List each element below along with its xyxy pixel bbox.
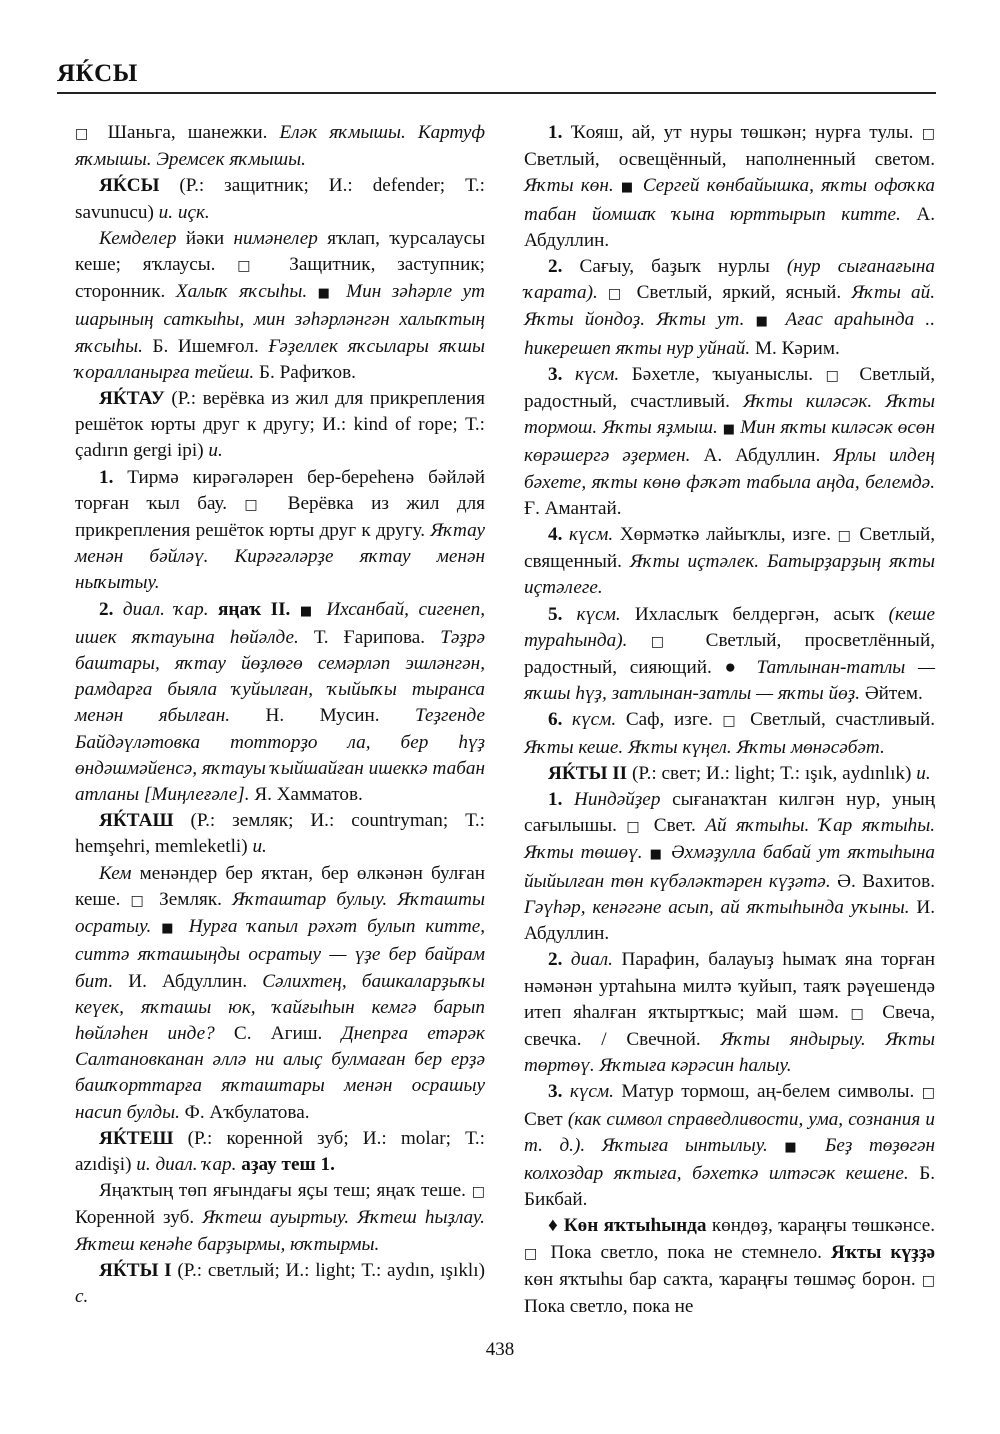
running-head: ЯЌСЫ (57, 60, 138, 87)
translation-marker-icon: □ (837, 528, 853, 545)
entry-yakty-2: ЯЌТЫ II (Р.: свет; И.: light; Т.: ışık, aydınlık) и. (548, 762, 931, 784)
yakty-2-sense-1: 1. Ниндәйҙер сығанаҡтан килгән нур, уның сағылышы. □ Свет. Ай яҡтыһы. Ҡар яҡтыһы. Яҡты төшөү. ■ Әхмәҙулла бабай ут яҡтыһына йыйылған төн күбәләктәрен күҙәтә. Ә. Вахитов. Гәүһәр, кенәгәне асып, ай яҡтыһында уҡыны. И. Абдуллин. (524, 789, 936, 945)
translation-marker-icon: □ (607, 286, 627, 303)
translation-marker-icon: □ (626, 819, 645, 836)
example-marker-icon: ■ (649, 847, 665, 863)
entry-yaktau-sense-2: 2. диал. ҡар. яңаҡ II. ■ Ихсанбай, сигенеп, ишек яҡтауына һөйәлде. Т. Ғарипова. Тәҙрә баштары, яҡтау йөҙлөгө семәрләп эшләнгән, рамдарға быяла ҡуйылған, ҡыйыҡы тыранса менән ябылған. Н. Мусин. Теҙгенде Байдәүләтовка тотторҙо ла, бер һүҙ өндәшмәйенсә, яҡтауы ҡыйшайған ишеккә табан атланы [Миңлеғәле]. Я. Хамматов. (75, 598, 485, 806)
headword: ЯЌТАШ (99, 810, 174, 832)
headword: ЯЌТЫ II (548, 762, 628, 784)
continuation-paragraph: □ Шаньга, шанежки. Еләк яҡмышы. Картуф яҡмышы. Эремсек яҡмышы. (75, 122, 486, 171)
idiom-marker-icon: ♦ (548, 1215, 559, 1237)
translation-marker-icon: □ (921, 1272, 935, 1289)
translation-marker-icon: □ (650, 633, 683, 650)
yakty-2-sense-3: 3. күсм. Матур тормош, аң-белем символы. □ Свет (как символ справедливости, ума, сознания и т. д.). Яҡтыға ынтылыу. ■ Беҙ төҙөгән колхоздар яҡтыға, бәхеткә илтәсәк кешене. Б. Бикбай. (524, 1081, 936, 1211)
headword: ЯЌТЫ I (99, 1259, 172, 1281)
translation-marker-icon: □ (825, 367, 847, 384)
translation-marker-icon: □ (921, 1085, 936, 1102)
yakty-1-sense-5: 5. күсм. Ихласлыҡ белдергән, асыҡ (кеше тураһында). □ Светлый, просветлённый, радостный, сияющий. ● Татлынан-татлы — яҡшы һүҙ, затлынан-затлы — яҡты йөҙ. Әйтем. (524, 603, 936, 705)
entry-yakty-1: ЯЌТЫ I (Р.: светлый; И.: light; Т.: aydın, ışıklı) с. (75, 1259, 485, 1307)
yakty-2-sense-2: 2. диал. Парафин, балауыҙ һымаҡ яна торған нәмәнән уртаһына милтә ҡуйып, таяҡ рәүешендә итеп яһалған яҡтыртҡыс; май шәм. □ Свеча, свечка. / Свечной. Яҡты яндырыу. Яҡты төртөү. Яҡтыға кәрәсин һалыу. (524, 949, 936, 1077)
page-number: 438 (485, 1339, 515, 1360)
translation-marker-icon: □ (722, 713, 741, 730)
entry-yaktash: ЯЌТАШ (Р.: земляк; И.: countryman; Т.: hemşehri, memleketli) и. (75, 810, 486, 858)
entry-yaktesh-sense: Яңаҡтың төп яғындағы яҫы теш; яңаҡ теше. □ Коренной зуб. Яҡтеш ауыртыу. Яҡтеш һыҙлау. Яҡтеш кенәһе барҙырмы, юҡтырмы. (75, 1180, 486, 1255)
yakty-1-sense-3: 3. күсм. Бәхетле, ҡыуаныслы. □ Светлый, радостный, счастливый. Яҡты киләсәк. Яҡты тормош. Яҡты яҙмыш. ■ Мин яҡты киләсәк өсөн көрәшергә әҙермен. А. Абдуллин. Ярлы илдең бәхете, яҡты көнө фәҡәт табыла аңда, белемдә. Ғ. Амантай. (524, 363, 936, 519)
headword: ЯЌТАУ (99, 388, 165, 410)
translation-marker-icon: □ (244, 496, 271, 513)
example-marker-icon: ■ (620, 180, 636, 196)
entry-yaksy-sense: Кемделер йәки нимәнелер яҡлап, ҡурсалаусы кеше; яҡлаусы. □ Защитник, заступник; сторонник. Халыҡ яҡсыһы. ■ Мин зәһәрле ут шарының саткыһы, мин зәһәрләнгән халыҡтың яҡсыһы. Б. Ишемғол. Ғәҙеллек яҡсылары яҡшы ҡоралланырға тейеш. Б. Рафиҡов. (75, 227, 486, 383)
proverb-marker-icon: ● (724, 657, 744, 679)
translation-marker-icon: □ (850, 1005, 871, 1022)
example-marker-icon: ■ (317, 286, 336, 302)
entry-yaktesh: ЯЌТЕШ (Р.: коренной зуб; И.: molar; Т.: azıdişi) и. диал. ҡар. аҙау теш 1. (75, 1127, 485, 1175)
entry-yaktash-sense: Кем менәндер бер яҡтан, бер өлкәнән булған кеше. □ Земляк. Яҡташтар булыу. Яҡташты осратыу. ■ Нурға ҡапыл рәхәт булып китте, ситтә яҡташыңды осратыу — үҙе бер байрам бит. И. Абдуллин. Сәлихтең, башкаларҙыҡы кеүек, яҡташы юк, ҡайғыһын кемгә барып һөйләһен инде? С. Агиш. Днепрға етәрәк Салтановканан әллә ни алыҫ булмаған бер ерҙә башҡорттарға яҡташтары менән осрашыу насип булды. Ф. Аҡбулатова. (75, 862, 486, 1123)
translation-marker-icon: □ (75, 126, 96, 142)
header-rule (57, 92, 936, 94)
headword: ЯЌТЕШ (99, 1127, 174, 1149)
translation-marker-icon: □ (524, 1245, 542, 1262)
example-marker-icon: ■ (755, 314, 775, 330)
translation-marker-icon: □ (921, 126, 936, 142)
right-column (524, 120, 935, 1320)
entry-yaksy: ЯЌСЫ (Р.: защитник; И.: defender; Т.: savunucu) и. иçк. (75, 175, 485, 223)
example-marker-icon: ■ (784, 1139, 809, 1155)
example-marker-icon: ■ (161, 921, 179, 937)
entry-yaktau: ЯЌТАУ (Р.: верёвка из жил для прикрепления решёток юрты друг к другу; И.: kind of rope; Т.: çadırın gergi ipi) и. (75, 388, 486, 462)
yakty-1-sense-6: 6. күсм. Саф, изге. □ Светлый, счастливый. Яҡты кеше. Яҡты күңел. Яҡты мөнәсәбәт. (524, 709, 936, 758)
left-column (75, 120, 485, 1310)
translation-marker-icon: □ (130, 892, 150, 909)
translation-marker-icon: □ (471, 1184, 486, 1201)
translation-marker-icon: □ (237, 258, 268, 275)
headword: ЯЌСЫ (99, 175, 160, 197)
yakty-1-sense-4: 4. күсм. Хөрмәткә лайыҡлы, изге. □ Светлый, священный. Яҡты иçтәлек. Батырҙарҙың яҡты иçтәлеге. (524, 524, 936, 599)
example-marker-icon: ■ (299, 603, 317, 619)
idiom-kon-yaktyhynda: ♦ Көн яҡтыһында көндөҙ, ҡараңғы төшкәнсе. □ Пока светло, пока не стемнело. Яҡты күҙҙә көн яҡтыһы бар саҡта, ҡараңғы төшмәҫ борон. □ Пока светло, пока не (524, 1215, 936, 1317)
example-marker-icon: ■ (722, 422, 736, 438)
entry-yaktau-sense-1: 1. Тирмә кирәгәләрен бер-береһенә бәйләй торған ҡыл бау. □ Верёвка из жил для прикрепления решёток юрты друг к другу. Яҡтау менән бәйләү. Кирәгәләрҙе яҡтау менән ныҡытыу. (75, 466, 486, 594)
yakty-1-sense-2: 2. Сағыу, баҙыҡ нурлы (нур сығанағына ҡарата). □ Светлый, яркий, ясный. Яҡты ай. Яҡты йондоҙ. Яҡты ут. ■ Ағас араһында .. һикерешеп яҡты нур уйнай. М. Кәрим. (524, 256, 936, 359)
yakty-1-sense-1: 1. Ҡояш, ай, ут нуры төшкән; нурға тулы. □ Светлый, освещённый, наполненный светом. Яҡты көн. ■ Сергей көнбайышка, яҡты офоҡка табан йомшаҡ ҡына юрттырып китте. А. Абдуллин. (524, 122, 936, 251)
